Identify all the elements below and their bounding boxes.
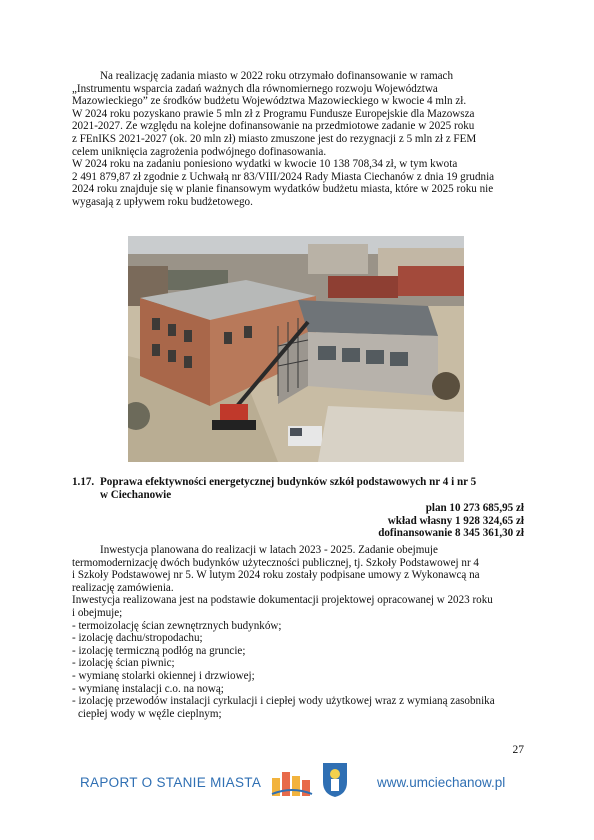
body-line: i obejmuje;: [72, 606, 123, 619]
cofinancing-amount: dofinansowanie 8 345 361,30 zł: [378, 527, 524, 540]
financial-summary: [378, 502, 524, 540]
body-line: Inwestycja planowana do realizacji w latach 2023 - 2025. Zadanie obejmuje: [100, 544, 438, 556]
page-footer: [0, 762, 594, 802]
intro-line: 2021-2027. Ze względu na kolejne dofinansowanie na przedmiotowe zadanie w 2025 roku: [72, 120, 475, 133]
footer-website-link[interactable]: www.umciechanow.pl: [377, 775, 506, 790]
plan-amount: plan 10 273 685,95 zł: [425, 502, 524, 514]
body-line: realizację zamówienia.: [72, 581, 174, 594]
intro-line: 2024 roku znajduje się w planie finansowym wydatków budżetu miasta, które w 2025 roku nie: [72, 183, 494, 196]
own-contribution-amount: wkład własny 1 928 324,65 zł: [387, 514, 524, 527]
body-line: termomodernizację dwóch budynków użyteczności publicznej, tj. Szkoły Podstawowej nr 4: [72, 556, 479, 569]
body-paragraph: [72, 544, 524, 720]
intro-line: W 2024 roku na zadaniu poniesiono wydatki w kwocie 10 138 708,34 zł, w tym kwota: [72, 158, 458, 171]
intro-line: wygasają z upływem roku budżetowego.: [72, 195, 253, 208]
coat-of-arms-icon: [322, 762, 348, 798]
section-heading: [72, 476, 524, 501]
list-item: ciepłej wody w węźle cieplnym;: [78, 707, 222, 720]
section-number: 1.17.: [72, 476, 95, 488]
page-number: 27: [512, 744, 524, 756]
footer-report-title: RAPORT O STANIE MIASTA: [80, 775, 262, 790]
intro-line: celem uniknięcia zagrożenia podwójnego dofinasowania.: [72, 145, 327, 158]
list-item: - izolację przewodów instalacji cyrkulacji i ciepłej wody użytkowej wraz z wymianą zasobnika: [72, 695, 495, 708]
intro-line: W 2024 roku pozyskano prawie 5 mln zł z Programu Fundusze Europejskie dla Mazowsza: [72, 107, 475, 120]
section-title-line1: Poprawa efektywności energetycznej budynków szkół podstawowych nr 4 i nr 5: [100, 476, 477, 488]
list-item: - termoizolację ścian zewnętrznych budynków;: [72, 619, 282, 632]
intro-line: z FEnIKS 2021-2027 (ok. 20 mln zł) miasto zmuszone jest do rezygnacji z 5 mln zł z FEM: [72, 132, 477, 145]
list-item: - wymianę instalacji c.o. na nową;: [72, 682, 224, 695]
intro-line: Mazowieckiego” ze środków budżetu Województwa Mazowieckiego w kwocie 4 mln zł.: [72, 95, 467, 108]
section-title-line2: w Ciechanowie: [100, 488, 172, 501]
list-item: - izolację dachu/stropodachu;: [72, 632, 203, 645]
list-item: - izolację ścian piwnic;: [72, 657, 175, 670]
intro-line: Na realizację zadania miasto w 2022 roku otrzymało dofinansowanie w ramach: [100, 70, 454, 82]
body-line: i Szkoły Podstawowej nr 5. W lutym 2024 roku zostały podpisane umowy z Wykonawcą na: [72, 569, 480, 582]
body-line: Inwestycja realizowana jest na podstawie dokumentacji projektowej opracowanej w 2023 roku: [72, 594, 493, 607]
intro-line: „Instrumentu wsparcia zadań ważnych dla równomiernego rozwoju Województwa: [72, 82, 438, 95]
city-logo: [270, 764, 314, 800]
list-item: - wymianę stolarki okiennej i drzwiowej;: [72, 669, 255, 682]
list-item: - izolację termiczną podłóg na gruncie;: [72, 644, 246, 657]
aerial-photo-illustration: [128, 236, 464, 462]
intro-line: 2 491 879,87 zł zgodnie z Uchwałą nr 83/VIII/2024 Rady Miasta Ciechanów z dnia 19 grudnia: [72, 170, 495, 183]
construction-site-photo: [128, 236, 464, 462]
intro-paragraph: [72, 70, 524, 209]
